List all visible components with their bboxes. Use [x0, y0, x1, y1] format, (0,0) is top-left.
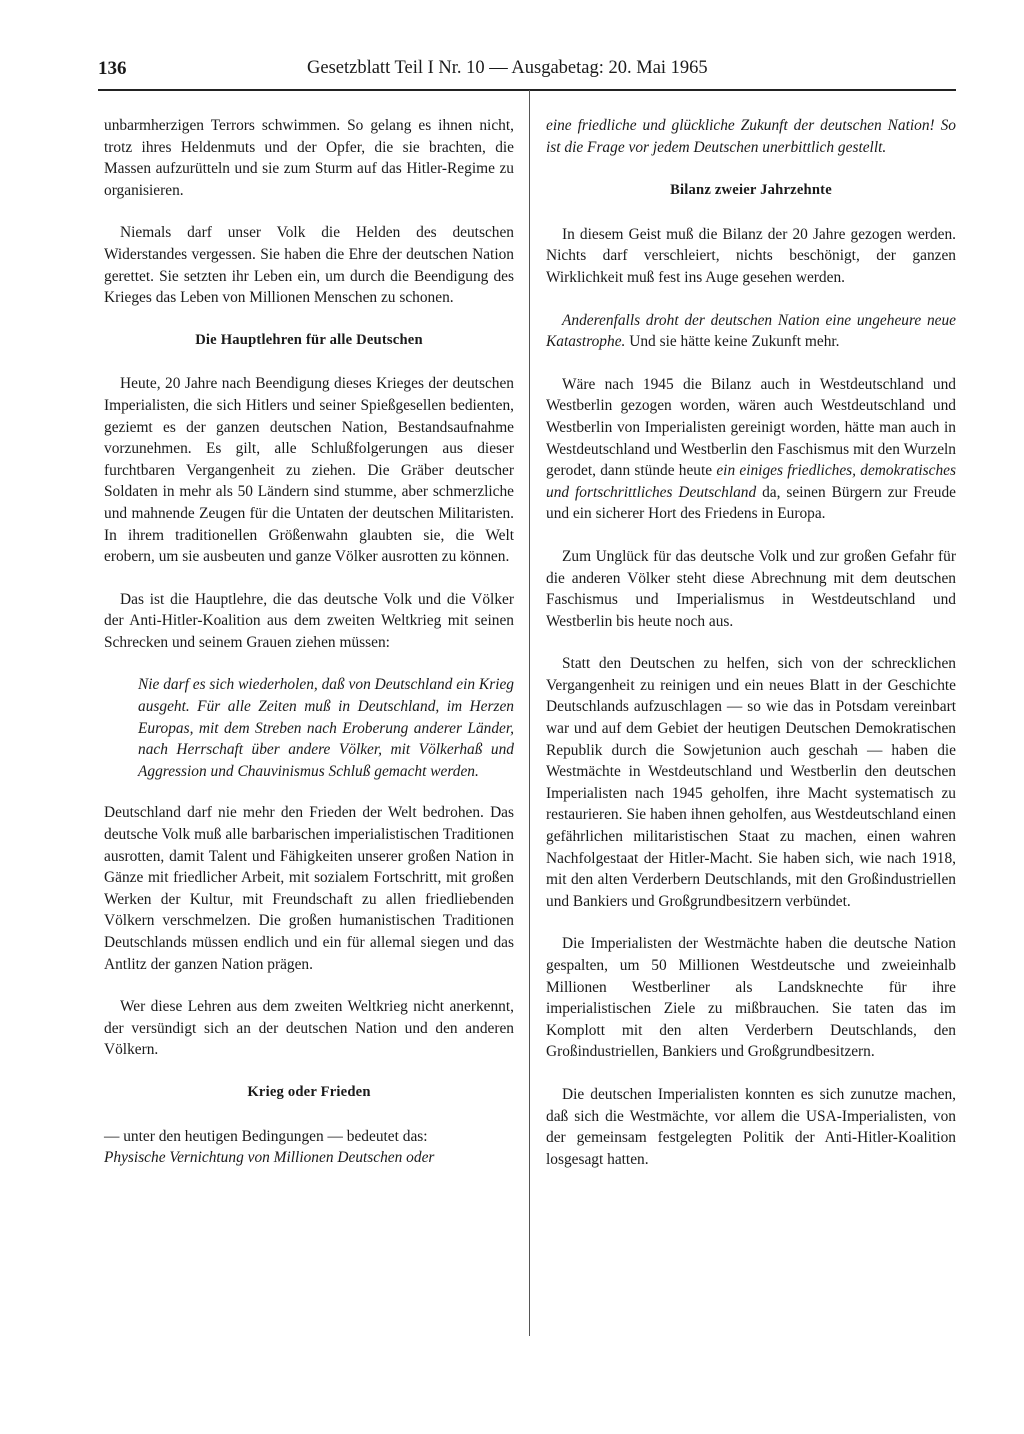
section-heading: Die Hauptlehren für alle Deutschen: [195, 331, 423, 348]
paragraph: [546, 310, 956, 353]
column-divider: [529, 90, 530, 1336]
paragraph: Das ist die Hauptlehre, die das deutsche Volk und die Völker der Anti-Hitler-Koalition aus dem zweiten Weltkrieg mit seinen Schrecken und seinem Grauen ziehen müssen:: [104, 590, 514, 651]
paragraph: Zum Unglück für das deutsche Volk und zur großen Gefahr für die anderen Völker steht diese Abrechnung mit dem deutschen Faschismus und Imperialismus in Westdeutschland und Westberlin bis heute noch aus.: [546, 547, 956, 630]
paragraph: Statt den Deutschen zu helfen, sich von der schrecklichen Vergangenheit zu reinigen und ein neues Blatt in der Geschichte Deutschlands aufzuschlagen — so wie das in Potsdam vereinbart war und auf dem Gebiet der heutigen Deutschen Demokratischen Republik durch die Sowjetunion auch geschah — haben die Westmächte in Westdeutschland und Westberlin den deutschen Imperialisten nach 1945 geholfen, ihre Macht systematisch zu restaurieren. Sie haben ihnen geholfen, aus Westdeutschland einen gefährlichen militaristischen Staat zu machen, einen wahren Nachfolgestaat der Hitler-Macht. Sie haben sich, wie nach 1918, mit den alten Verderbern Deutschlands, mit den Großindustriellen und Bankiers und Großgrundbesitzern verbündet.: [546, 655, 956, 910]
paragraph: Wer diese Lehren aus dem zweiten Weltkrieg nicht anerkennt, der versündigt sich an der deutschen Nation und den anderen Völkern.: [104, 998, 514, 1059]
paragraph: In diesem Geist muß die Bilanz der 20 Jahre gezogen werden. Nichts darf verschleiert, nichts beschönigt, der ganzen Wirklichkeit muß fest ins Auge gesehen werden.: [546, 225, 956, 286]
paragraph: unbarmherzigen Terrors schwimmen. So gelang es ihnen nicht, trotz ihres Heldenmuts und der Opfer, die sie brachten, die Massen aufzurütteln und sie zum Sturm auf das Hitler-Regime zu organisieren.: [104, 117, 514, 199]
section-heading: Krieg oder Frieden: [247, 1083, 371, 1100]
paragraph: Die Imperialisten der Westmächte haben die deutsche Nation gespalten, um 50 Millionen Westdeutsche und zweieinhalb Millionen Westberliner als Landsknechte für ihre imperialistischen Ziele zu mißbrauchen. Sie taten das im Komplott mit den alten Verderbern Deutschlands, den Großindustriellen, Bankiers und Großgrundbesitzern.: [546, 935, 956, 1061]
left-column: [104, 115, 514, 1190]
paragraph: eine friedliche und glückliche Zukunft der deutschen Nation! So ist die Frage vor jedem Deutschen unerbittlich gestellt.: [546, 117, 956, 156]
right-column: [546, 115, 956, 1191]
paragraph: Niemals darf unser Volk die Helden des deutschen Widerstandes vergessen. Sie haben die Ehre der deutschen Nation gerettet. Sie setzten ihr Leben ein, um durch die Beendigung des Krieges das Leben von Millionen Menschen zu schonen.: [104, 224, 514, 307]
emphasis: ein einiges friedliches, demokratisches und fortschrittliches Deutschland: [546, 462, 956, 501]
paragraph: [546, 374, 956, 525]
text-run: Und sie hätte keine Zukunft mehr.: [625, 333, 840, 351]
text-run: da, seinen Bürgern zur Freude und ein sicherer Hort des Friedens in Europa.: [546, 483, 956, 523]
paragraph: — unter den heutigen Bedingungen — bedeutet das:: [104, 1127, 428, 1145]
emphasis: Anderenfalls droht der deutschen Nation eine ungeheure neue Katastrophe.: [546, 311, 956, 351]
paragraph: Deutschland darf nie mehr den Frieden der Welt bedrohen. Das deutsche Volk muß alle barbarischen imperialistischen Traditionen ausrotten, damit Talent und Fähigkeiten unserer großen Nation in Gänze mit friedlicher Arbeit, mit sozialem Fortschritt, mit großen Werken der Kultur, mit Freundschaft zu allen friedliebenden Völkern verschmelzen. Die großen humanistischen Traditionen Deutschlands müssen endlich und ein für allemal siegen und das Antlitz der ganzen Nation prägen.: [104, 804, 514, 973]
quote-block: Nie darf es sich wiederholen, daß von Deutschland ein Krieg ausgeht. Für alle Zeiten muß in Deutschland, im Herzen Europas, mit dem Streben nach Eroberung anderer Länder, nach Herrschaft über andere Völker, mit Völkerhaß und Aggression und Chauvinismus Schluß gemacht werden.: [138, 676, 514, 780]
page-number: 136: [98, 58, 127, 79]
paragraph: Heute, 20 Jahre nach Beendigung dieses Krieges der deutschen Imperialisten, die sich Hitlers und seiner Spießgesellen bedienten, geziemt es der ganzen deutschen Nation, Bestandsaufnahme vorzunehmen. Es gilt, alle Schlußfolgerungen aus dieser furchtbaren Vergangenheit zu ziehen. Die Gräber deutscher Soldaten in mehr als 50 Ländern sind stumme, aber schmerzliche und mahnende Zeugen für die Untaten der deutschen Militaristen. In ihrem traditionellen Größenwahn glaubten sie, die Welt erobern, um sie ausbeuten und ganze Völker ausrotten zu können.: [104, 375, 514, 566]
paragraph: Die deutschen Imperialisten konnten es sich zunutze machen, daß sich die Westmächte, vor allem die USA-Imperialisten, von der gemeinsam festgelegten Politik der Anti-Hitler-Koalition losgesagt hatten.: [546, 1085, 956, 1168]
page-header: [98, 58, 956, 82]
running-head: Gesetzblatt Teil I Nr. 10 — Ausgabetag: 20. Mai 1965: [307, 58, 708, 78]
paragraph: Physische Vernichtung von Millionen Deutschen oder: [104, 1149, 435, 1167]
header-rule: [98, 89, 956, 91]
section-heading: Bilanz zweier Jahrzehnte: [670, 182, 832, 199]
text-run: Wäre nach 1945 die Bilanz auch in Westdeutschland und Westberlin gezogen worden, wären auch Westdeutschland und Westberlin von Imperialisten gereinigt worden, hätte man auch in Westdeutschland und Westberlin den Faschismus mit den Wurzeln gerodet, dann stünde heute: [546, 375, 956, 480]
